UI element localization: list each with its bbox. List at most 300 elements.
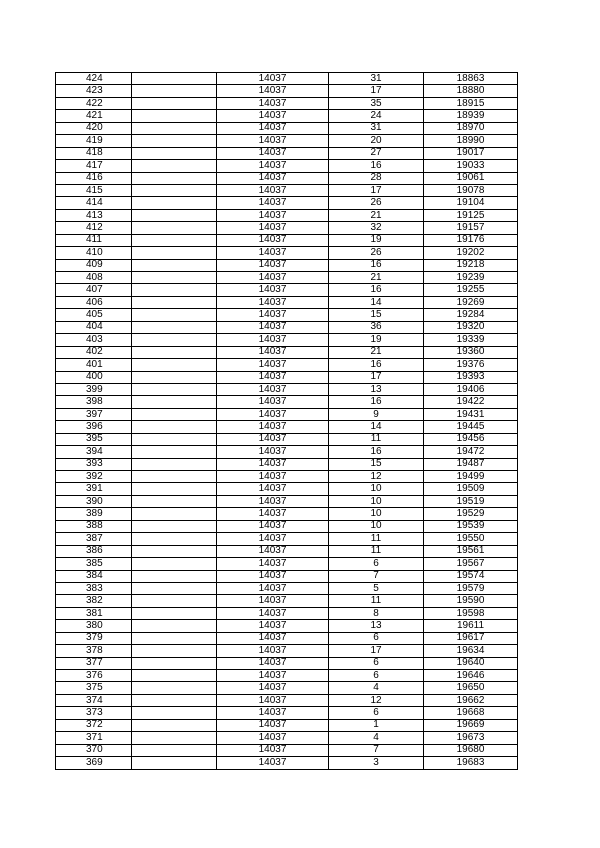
table-row bbox=[56, 433, 518, 445]
cumulative-cell: 19680 bbox=[424, 744, 518, 756]
cumulative-cell: 19393 bbox=[424, 371, 518, 383]
total-cell: 14037 bbox=[217, 694, 329, 706]
table-row bbox=[56, 334, 518, 346]
cumulative-cell: 19579 bbox=[424, 582, 518, 594]
total-cell: 14037 bbox=[217, 620, 329, 632]
score-cell: 419 bbox=[56, 135, 132, 147]
score-cell: 374 bbox=[56, 694, 132, 706]
table-row bbox=[56, 645, 518, 657]
blank-cell bbox=[132, 483, 217, 495]
cumulative-cell: 19472 bbox=[424, 446, 518, 458]
score-cell: 375 bbox=[56, 682, 132, 694]
count-cell: 6 bbox=[329, 632, 424, 644]
score-cell: 406 bbox=[56, 296, 132, 308]
score-cell: 397 bbox=[56, 408, 132, 420]
cumulative-cell: 19617 bbox=[424, 632, 518, 644]
count-cell: 5 bbox=[329, 582, 424, 594]
table-row bbox=[56, 247, 518, 259]
blank-cell bbox=[132, 197, 217, 209]
count-cell: 35 bbox=[329, 97, 424, 109]
count-cell: 14 bbox=[329, 421, 424, 433]
table-row bbox=[56, 408, 518, 420]
blank-cell bbox=[132, 558, 217, 570]
cumulative-cell: 19634 bbox=[424, 645, 518, 657]
total-cell: 14037 bbox=[217, 670, 329, 682]
score-cell: 409 bbox=[56, 259, 132, 271]
blank-cell bbox=[132, 234, 217, 246]
table-row bbox=[56, 632, 518, 644]
count-cell: 9 bbox=[329, 408, 424, 420]
total-cell: 14037 bbox=[217, 234, 329, 246]
table-row bbox=[56, 396, 518, 408]
cumulative-cell: 19078 bbox=[424, 184, 518, 196]
cumulative-cell: 19567 bbox=[424, 558, 518, 570]
cumulative-cell: 19561 bbox=[424, 545, 518, 557]
blank-cell bbox=[132, 657, 217, 669]
table-row bbox=[56, 732, 518, 744]
score-cell: 392 bbox=[56, 471, 132, 483]
count-cell: 15 bbox=[329, 309, 424, 321]
blank-cell bbox=[132, 682, 217, 694]
blank-cell bbox=[132, 396, 217, 408]
table-row bbox=[56, 719, 518, 731]
cumulative-cell: 19320 bbox=[424, 321, 518, 333]
cumulative-cell: 19061 bbox=[424, 172, 518, 184]
blank-cell bbox=[132, 607, 217, 619]
blank-cell bbox=[132, 97, 217, 109]
cumulative-cell: 18970 bbox=[424, 122, 518, 134]
score-cell: 412 bbox=[56, 222, 132, 234]
score-cell: 403 bbox=[56, 334, 132, 346]
cumulative-cell: 19669 bbox=[424, 719, 518, 731]
score-cell: 405 bbox=[56, 309, 132, 321]
cumulative-cell: 19239 bbox=[424, 272, 518, 284]
blank-cell bbox=[132, 670, 217, 682]
blank-cell bbox=[132, 247, 217, 259]
table-row bbox=[56, 483, 518, 495]
score-cell: 396 bbox=[56, 421, 132, 433]
cumulative-cell: 19668 bbox=[424, 707, 518, 719]
blank-cell bbox=[132, 309, 217, 321]
count-cell: 17 bbox=[329, 184, 424, 196]
score-cell: 422 bbox=[56, 97, 132, 109]
count-cell: 19 bbox=[329, 234, 424, 246]
total-cell: 14037 bbox=[217, 396, 329, 408]
blank-cell bbox=[132, 346, 217, 358]
total-cell: 14037 bbox=[217, 371, 329, 383]
cumulative-cell: 18880 bbox=[424, 85, 518, 97]
total-cell: 14037 bbox=[217, 433, 329, 445]
count-cell: 26 bbox=[329, 247, 424, 259]
table-row bbox=[56, 570, 518, 582]
total-cell: 14037 bbox=[217, 122, 329, 134]
cumulative-cell: 19157 bbox=[424, 222, 518, 234]
blank-cell bbox=[132, 371, 217, 383]
table-row bbox=[56, 296, 518, 308]
table-row bbox=[56, 284, 518, 296]
cumulative-cell: 19376 bbox=[424, 359, 518, 371]
score-cell: 371 bbox=[56, 732, 132, 744]
cumulative-cell: 19509 bbox=[424, 483, 518, 495]
count-cell: 28 bbox=[329, 172, 424, 184]
count-cell: 6 bbox=[329, 657, 424, 669]
blank-cell bbox=[132, 433, 217, 445]
cumulative-cell: 19456 bbox=[424, 433, 518, 445]
count-cell: 31 bbox=[329, 73, 424, 85]
total-cell: 14037 bbox=[217, 732, 329, 744]
table-row bbox=[56, 309, 518, 321]
count-cell: 3 bbox=[329, 757, 424, 769]
blank-cell bbox=[132, 570, 217, 582]
cumulative-cell: 19033 bbox=[424, 160, 518, 172]
blank-cell bbox=[132, 122, 217, 134]
table-row bbox=[56, 558, 518, 570]
score-cell: 400 bbox=[56, 371, 132, 383]
total-cell: 14037 bbox=[217, 197, 329, 209]
cumulative-cell: 19176 bbox=[424, 234, 518, 246]
score-cell: 411 bbox=[56, 234, 132, 246]
count-cell: 12 bbox=[329, 471, 424, 483]
table-row bbox=[56, 707, 518, 719]
total-cell: 14037 bbox=[217, 383, 329, 395]
score-cell: 401 bbox=[56, 359, 132, 371]
total-cell: 14037 bbox=[217, 595, 329, 607]
total-cell: 14037 bbox=[217, 110, 329, 122]
count-cell: 11 bbox=[329, 545, 424, 557]
blank-cell bbox=[132, 757, 217, 769]
table-row bbox=[56, 209, 518, 221]
count-cell: 6 bbox=[329, 670, 424, 682]
total-cell: 14037 bbox=[217, 259, 329, 271]
table-row bbox=[56, 97, 518, 109]
cumulative-cell: 19339 bbox=[424, 334, 518, 346]
blank-cell bbox=[132, 707, 217, 719]
cumulative-cell: 19683 bbox=[424, 757, 518, 769]
count-cell: 19 bbox=[329, 334, 424, 346]
table-row bbox=[56, 595, 518, 607]
total-cell: 14037 bbox=[217, 296, 329, 308]
total-cell: 14037 bbox=[217, 184, 329, 196]
table-row bbox=[56, 757, 518, 769]
count-cell: 15 bbox=[329, 458, 424, 470]
cumulative-cell: 19499 bbox=[424, 471, 518, 483]
cumulative-cell: 19529 bbox=[424, 508, 518, 520]
blank-cell bbox=[132, 73, 217, 85]
total-cell: 14037 bbox=[217, 135, 329, 147]
count-cell: 36 bbox=[329, 321, 424, 333]
count-cell: 7 bbox=[329, 744, 424, 756]
table-row bbox=[56, 222, 518, 234]
score-cell: 390 bbox=[56, 495, 132, 507]
table-row bbox=[56, 147, 518, 159]
total-cell: 14037 bbox=[217, 458, 329, 470]
total-cell: 14037 bbox=[217, 160, 329, 172]
total-cell: 14037 bbox=[217, 495, 329, 507]
cumulative-cell: 19445 bbox=[424, 421, 518, 433]
count-cell: 17 bbox=[329, 371, 424, 383]
count-cell: 6 bbox=[329, 707, 424, 719]
score-cell: 377 bbox=[56, 657, 132, 669]
total-cell: 14037 bbox=[217, 545, 329, 557]
count-cell: 24 bbox=[329, 110, 424, 122]
blank-cell bbox=[132, 334, 217, 346]
count-cell: 10 bbox=[329, 495, 424, 507]
total-cell: 14037 bbox=[217, 147, 329, 159]
total-cell: 14037 bbox=[217, 209, 329, 221]
score-cell: 399 bbox=[56, 383, 132, 395]
score-cell: 386 bbox=[56, 545, 132, 557]
total-cell: 14037 bbox=[217, 446, 329, 458]
count-cell: 26 bbox=[329, 197, 424, 209]
table-row bbox=[56, 582, 518, 594]
count-cell: 21 bbox=[329, 346, 424, 358]
blank-cell bbox=[132, 520, 217, 532]
score-cell: 380 bbox=[56, 620, 132, 632]
blank-cell bbox=[132, 184, 217, 196]
total-cell: 14037 bbox=[217, 321, 329, 333]
blank-cell bbox=[132, 595, 217, 607]
table-row bbox=[56, 110, 518, 122]
count-cell: 20 bbox=[329, 135, 424, 147]
cumulative-cell: 19202 bbox=[424, 247, 518, 259]
score-cell: 387 bbox=[56, 533, 132, 545]
cumulative-cell: 19125 bbox=[424, 209, 518, 221]
total-cell: 14037 bbox=[217, 744, 329, 756]
table-row bbox=[56, 122, 518, 134]
score-cell: 381 bbox=[56, 607, 132, 619]
total-cell: 14037 bbox=[217, 284, 329, 296]
score-cell: 394 bbox=[56, 446, 132, 458]
table-row bbox=[56, 670, 518, 682]
total-cell: 14037 bbox=[217, 471, 329, 483]
blank-cell bbox=[132, 732, 217, 744]
blank-cell bbox=[132, 495, 217, 507]
score-cell: 424 bbox=[56, 73, 132, 85]
blank-cell bbox=[132, 135, 217, 147]
table-row bbox=[56, 458, 518, 470]
score-cell: 410 bbox=[56, 247, 132, 259]
score-cell: 418 bbox=[56, 147, 132, 159]
blank-cell bbox=[132, 172, 217, 184]
table-row bbox=[56, 508, 518, 520]
table-row bbox=[56, 446, 518, 458]
total-cell: 14037 bbox=[217, 632, 329, 644]
total-cell: 14037 bbox=[217, 719, 329, 731]
score-cell: 379 bbox=[56, 632, 132, 644]
table-row bbox=[56, 607, 518, 619]
blank-cell bbox=[132, 744, 217, 756]
score-cell: 393 bbox=[56, 458, 132, 470]
score-distribution-table bbox=[55, 72, 518, 770]
table-row bbox=[56, 495, 518, 507]
score-cell: 407 bbox=[56, 284, 132, 296]
cumulative-cell: 19284 bbox=[424, 309, 518, 321]
cumulative-cell: 19650 bbox=[424, 682, 518, 694]
count-cell: 21 bbox=[329, 272, 424, 284]
score-cell: 398 bbox=[56, 396, 132, 408]
count-cell: 8 bbox=[329, 607, 424, 619]
cumulative-cell: 19662 bbox=[424, 694, 518, 706]
blank-cell bbox=[132, 533, 217, 545]
score-cell: 417 bbox=[56, 160, 132, 172]
total-cell: 14037 bbox=[217, 309, 329, 321]
cumulative-cell: 18863 bbox=[424, 73, 518, 85]
score-cell: 372 bbox=[56, 719, 132, 731]
cumulative-cell: 19406 bbox=[424, 383, 518, 395]
blank-cell bbox=[132, 545, 217, 557]
score-cell: 421 bbox=[56, 110, 132, 122]
cumulative-cell: 19574 bbox=[424, 570, 518, 582]
cumulative-cell: 19255 bbox=[424, 284, 518, 296]
score-cell: 385 bbox=[56, 558, 132, 570]
blank-cell bbox=[132, 421, 217, 433]
total-cell: 14037 bbox=[217, 508, 329, 520]
count-cell: 16 bbox=[329, 160, 424, 172]
cumulative-cell: 19550 bbox=[424, 533, 518, 545]
score-cell: 370 bbox=[56, 744, 132, 756]
total-cell: 14037 bbox=[217, 247, 329, 259]
score-cell: 378 bbox=[56, 645, 132, 657]
blank-cell bbox=[132, 408, 217, 420]
blank-cell bbox=[132, 719, 217, 731]
cumulative-cell: 19519 bbox=[424, 495, 518, 507]
table-body bbox=[56, 73, 518, 770]
score-cell: 376 bbox=[56, 670, 132, 682]
total-cell: 14037 bbox=[217, 707, 329, 719]
blank-cell bbox=[132, 508, 217, 520]
total-cell: 14037 bbox=[217, 85, 329, 97]
table-row bbox=[56, 172, 518, 184]
table-row bbox=[56, 197, 518, 209]
score-cell: 402 bbox=[56, 346, 132, 358]
score-cell: 416 bbox=[56, 172, 132, 184]
count-cell: 7 bbox=[329, 570, 424, 582]
cumulative-cell: 19487 bbox=[424, 458, 518, 470]
total-cell: 14037 bbox=[217, 483, 329, 495]
count-cell: 11 bbox=[329, 433, 424, 445]
blank-cell bbox=[132, 632, 217, 644]
count-cell: 16 bbox=[329, 284, 424, 296]
table-row bbox=[56, 234, 518, 246]
count-cell: 27 bbox=[329, 147, 424, 159]
score-cell: 420 bbox=[56, 122, 132, 134]
cumulative-cell: 19431 bbox=[424, 408, 518, 420]
count-cell: 11 bbox=[329, 533, 424, 545]
score-cell: 383 bbox=[56, 582, 132, 594]
score-cell: 384 bbox=[56, 570, 132, 582]
count-cell: 6 bbox=[329, 558, 424, 570]
score-cell: 388 bbox=[56, 520, 132, 532]
count-cell: 11 bbox=[329, 595, 424, 607]
table-row bbox=[56, 744, 518, 756]
count-cell: 16 bbox=[329, 446, 424, 458]
total-cell: 14037 bbox=[217, 272, 329, 284]
table-row bbox=[56, 272, 518, 284]
cumulative-cell: 19539 bbox=[424, 520, 518, 532]
score-cell: 408 bbox=[56, 272, 132, 284]
count-cell: 16 bbox=[329, 359, 424, 371]
cumulative-cell: 19640 bbox=[424, 657, 518, 669]
total-cell: 14037 bbox=[217, 757, 329, 769]
cumulative-cell: 19017 bbox=[424, 147, 518, 159]
total-cell: 14037 bbox=[217, 657, 329, 669]
cumulative-cell: 18990 bbox=[424, 135, 518, 147]
table-row bbox=[56, 545, 518, 557]
cumulative-cell: 19269 bbox=[424, 296, 518, 308]
total-cell: 14037 bbox=[217, 334, 329, 346]
count-cell: 10 bbox=[329, 483, 424, 495]
cumulative-cell: 19590 bbox=[424, 595, 518, 607]
blank-cell bbox=[132, 620, 217, 632]
blank-cell bbox=[132, 694, 217, 706]
cumulative-cell: 19218 bbox=[424, 259, 518, 271]
total-cell: 14037 bbox=[217, 346, 329, 358]
blank-cell bbox=[132, 110, 217, 122]
blank-cell bbox=[132, 446, 217, 458]
total-cell: 14037 bbox=[217, 520, 329, 532]
total-cell: 14037 bbox=[217, 408, 329, 420]
table-row bbox=[56, 160, 518, 172]
score-cell: 404 bbox=[56, 321, 132, 333]
count-cell: 17 bbox=[329, 85, 424, 97]
table-row bbox=[56, 620, 518, 632]
cumulative-cell: 19673 bbox=[424, 732, 518, 744]
count-cell: 10 bbox=[329, 508, 424, 520]
total-cell: 14037 bbox=[217, 645, 329, 657]
blank-cell bbox=[132, 272, 217, 284]
table-row bbox=[56, 184, 518, 196]
table-row bbox=[56, 383, 518, 395]
blank-cell bbox=[132, 321, 217, 333]
count-cell: 16 bbox=[329, 396, 424, 408]
total-cell: 14037 bbox=[217, 607, 329, 619]
total-cell: 14037 bbox=[217, 172, 329, 184]
cumulative-cell: 19360 bbox=[424, 346, 518, 358]
total-cell: 14037 bbox=[217, 359, 329, 371]
score-cell: 382 bbox=[56, 595, 132, 607]
blank-cell bbox=[132, 222, 217, 234]
count-cell: 31 bbox=[329, 122, 424, 134]
blank-cell bbox=[132, 359, 217, 371]
table-row bbox=[56, 371, 518, 383]
table-row bbox=[56, 694, 518, 706]
total-cell: 14037 bbox=[217, 97, 329, 109]
table-row bbox=[56, 520, 518, 532]
table-row bbox=[56, 346, 518, 358]
total-cell: 14037 bbox=[217, 682, 329, 694]
cumulative-cell: 19422 bbox=[424, 396, 518, 408]
table-row bbox=[56, 421, 518, 433]
blank-cell bbox=[132, 85, 217, 97]
blank-cell bbox=[132, 284, 217, 296]
score-cell: 369 bbox=[56, 757, 132, 769]
score-cell: 373 bbox=[56, 707, 132, 719]
count-cell: 32 bbox=[329, 222, 424, 234]
blank-cell bbox=[132, 209, 217, 221]
table-row bbox=[56, 73, 518, 85]
total-cell: 14037 bbox=[217, 421, 329, 433]
cumulative-cell: 19598 bbox=[424, 607, 518, 619]
count-cell: 14 bbox=[329, 296, 424, 308]
cumulative-cell: 19104 bbox=[424, 197, 518, 209]
blank-cell bbox=[132, 160, 217, 172]
table-row bbox=[56, 682, 518, 694]
count-cell: 10 bbox=[329, 520, 424, 532]
count-cell: 4 bbox=[329, 682, 424, 694]
score-cell: 413 bbox=[56, 209, 132, 221]
blank-cell bbox=[132, 645, 217, 657]
blank-cell bbox=[132, 296, 217, 308]
